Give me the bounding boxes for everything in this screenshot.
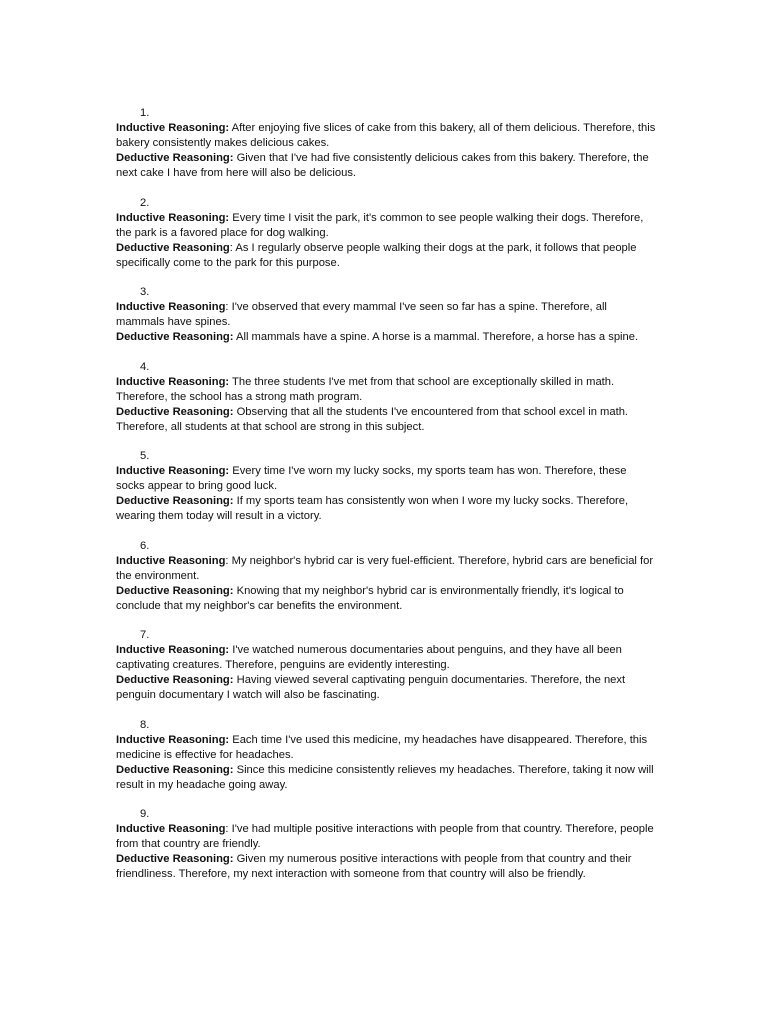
item-number: 7. <box>140 629 150 641</box>
document-body <box>116 106 656 897</box>
inductive-label: Inductive Reasoning <box>116 823 226 835</box>
inductive-paragraph <box>116 643 656 673</box>
inductive-label: Inductive Reasoning <box>116 554 226 567</box>
deductive-label: Deductive Reasoning: <box>116 495 234 507</box>
inductive-paragraph <box>116 300 656 330</box>
inductive-paragraph <box>116 211 656 241</box>
list-item <box>116 807 656 882</box>
deductive-text: Since this medicine consistently relieves my headaches. Therefore, taking it now will result in my headache going away. <box>116 763 654 791</box>
list-item <box>116 718 656 793</box>
inductive-paragraph <box>116 464 656 494</box>
deductive-label: Deductive Reasoning: <box>116 763 234 776</box>
deductive-text: Given that I've had five consistently delicious cakes from this bakery. Therefore, the next cake I have from here will also be delicious. <box>116 152 649 179</box>
list-item <box>116 628 656 703</box>
deductive-text: All mammals have a spine. A horse is a mammal. Therefore, a horse has a spine. <box>233 331 639 343</box>
deductive-text: : As I regularly observe people walking their dogs at the park, it follows that people specifically come to the park for this purpose. <box>116 241 637 269</box>
deductive-paragraph <box>116 405 656 435</box>
inductive-label: Inductive Reasoning: <box>116 211 230 224</box>
inductive-text: Every time I visit the park, it's common to see people walking their dogs. Therefore, the park is a favored place for dog walking. <box>116 211 644 239</box>
list-item <box>116 196 656 271</box>
deductive-label: Deductive Reasoning: <box>116 152 234 164</box>
inductive-text: : My neighbor's hybrid car is very fuel-efficient. Therefore, hybrid cars are beneficial for the environment. <box>116 554 654 582</box>
inductive-paragraph <box>116 822 656 852</box>
inductive-paragraph <box>116 375 656 405</box>
item-number: 5. <box>140 450 150 462</box>
deductive-label: Deductive Reasoning: <box>116 674 234 686</box>
deductive-text: Given my numerous positive interactions with people from that country and their friendliness. Therefore, my next interaction with someone from that country will also be friendly. <box>116 853 632 880</box>
deductive-label: Deductive Reasoning: <box>116 331 234 343</box>
deductive-label: Deductive Reasoning <box>116 241 230 254</box>
item-number: 6. <box>140 539 150 552</box>
deductive-label: Deductive Reasoning: <box>116 584 234 597</box>
inductive-label: Inductive Reasoning: <box>116 122 230 134</box>
list-item <box>116 449 656 524</box>
inductive-paragraph <box>116 554 656 584</box>
list-item <box>116 539 656 614</box>
inductive-label: Inductive Reasoning <box>116 301 226 313</box>
inductive-label: Inductive Reasoning: <box>116 733 230 746</box>
deductive-paragraph <box>116 763 656 793</box>
list-item <box>116 360 656 435</box>
item-number: 1. <box>140 107 150 119</box>
item-number: 8. <box>140 718 150 731</box>
inductive-text: Each time I've used this medicine, my headaches have disappeared. Therefore, this medicine is effective for headaches. <box>116 733 648 761</box>
deductive-paragraph <box>116 494 656 524</box>
inductive-text: The three students I've met from that school are exceptionally skilled in math. Therefore, the school has a strong math program. <box>116 375 615 403</box>
inductive-text: After enjoying five slices of cake from this bakery, all of them delicious. Therefore, this bakery consistently makes delicious cakes. <box>116 122 656 149</box>
inductive-paragraph <box>116 733 656 763</box>
inductive-label: Inductive Reasoning: <box>116 465 230 477</box>
deductive-text: Knowing that my neighbor's hybrid car is environmentally friendly, it's logical to conclude that my neighbor's car benefits the environment. <box>116 584 624 612</box>
deductive-label: Deductive Reasoning: <box>116 853 234 865</box>
deductive-paragraph <box>116 673 656 703</box>
item-number: 2. <box>140 196 150 209</box>
list-item <box>116 106 656 181</box>
list-item <box>116 285 656 345</box>
deductive-paragraph <box>116 330 656 345</box>
item-number: 3. <box>140 286 150 298</box>
deductive-label: Deductive Reasoning: <box>116 405 234 418</box>
deductive-text: Having viewed several captivating penguin documentaries. Therefore, the next penguin documentary I watch will also be fascinating. <box>116 674 626 701</box>
inductive-label: Inductive Reasoning: <box>116 644 230 656</box>
inductive-text: : I've observed that every mammal I've seen so far has a spine. Therefore, all mammals have spines. <box>116 301 607 328</box>
deductive-paragraph <box>116 151 656 181</box>
item-number: 9. <box>140 808 150 820</box>
deductive-paragraph <box>116 584 656 614</box>
inductive-paragraph <box>116 121 656 151</box>
inductive-text: I've watched numerous documentaries about penguins, and they have all been captivating creatures. Therefore, penguins are evidently interesting. <box>116 644 622 671</box>
inductive-text: Every time I've worn my lucky socks, my sports team has won. Therefore, these socks appear to bring good luck. <box>116 465 627 492</box>
deductive-paragraph <box>116 852 656 882</box>
deductive-text: Observing that all the students I've encountered from that school excel in math. Therefore, all students at that school are strong in this subject. <box>116 405 629 433</box>
deductive-paragraph <box>116 241 656 271</box>
inductive-label: Inductive Reasoning: <box>116 375 230 388</box>
deductive-text: If my sports team has consistently won when I wore my lucky socks. Therefore, wearing them today will result in a victory. <box>116 495 629 522</box>
item-number: 4. <box>140 360 150 373</box>
inductive-text: : I've had multiple positive interactions with people from that country. Therefore, people from that country are friendly. <box>116 823 654 850</box>
